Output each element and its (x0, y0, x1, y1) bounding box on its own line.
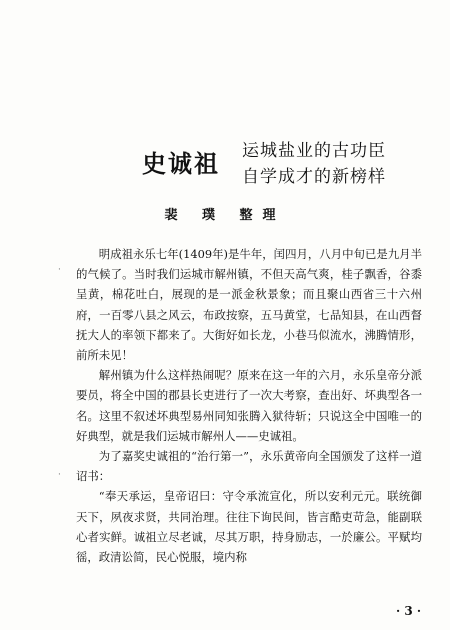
paragraph-4: “奉天承运，皇帝诏曰：守令承流宣化，所以安利元元。联统御天下，夙夜求贤，共同治理。往往下询民间，皆言酷吏苛急，能副联心者实鲜。诚祖立尽老诚，尽其万职，持身励志，一於廉公。平赋均徭，政清讼简，民心悦服，境内称 (76, 489, 422, 565)
subtitle-line-1: 运城盐业的古功臣 (242, 141, 386, 161)
body-text (76, 244, 422, 567)
main-title: 史诚祖 (142, 150, 220, 178)
title-block (142, 136, 412, 196)
paragraph-2: 解州镇为什么这样热闹呢？原来在这一年的六月，永乐皇帝分派要员，将全中国的郡县长吏进行了一次大考察，查出好、坏典型各一名。这里不叙述坏典型易州同知张腾入狱待斩；只说这全中国唯一的好典型，就是我们运城市解州人——史诚祖。 (76, 368, 422, 443)
paragraph-1: 明成祖永乐七年(1409年)是牛年，闰四月，八月中旬已是九月半的气候了。当时我们运城市解州镇，不但天高气爽，桂子飘香，谷黍呈黄，棉花吐白，展现的是一派金秋景象；而且聚山西省三十六州府，一百零八县之风云，布政按察，五马黄堂，七品知县，在山西督抚大人的率领下都来了。大街好如长龙，小巷马似流水，沸腾情形，前所未见！ (76, 247, 422, 363)
author-line: 裴 璞 整理 (164, 208, 286, 223)
margin-tick-mark: · (58, 470, 61, 480)
paragraph-3: 为了嘉奖史诚祖的“治行第一”，永乐黄帝向全国颁发了这样一道诏书： (76, 449, 422, 484)
margin-tick-mark: · (58, 265, 61, 275)
page-number: · 3 · (396, 604, 422, 618)
subtitle-line-2: 自学成才的新榜样 (242, 167, 386, 187)
